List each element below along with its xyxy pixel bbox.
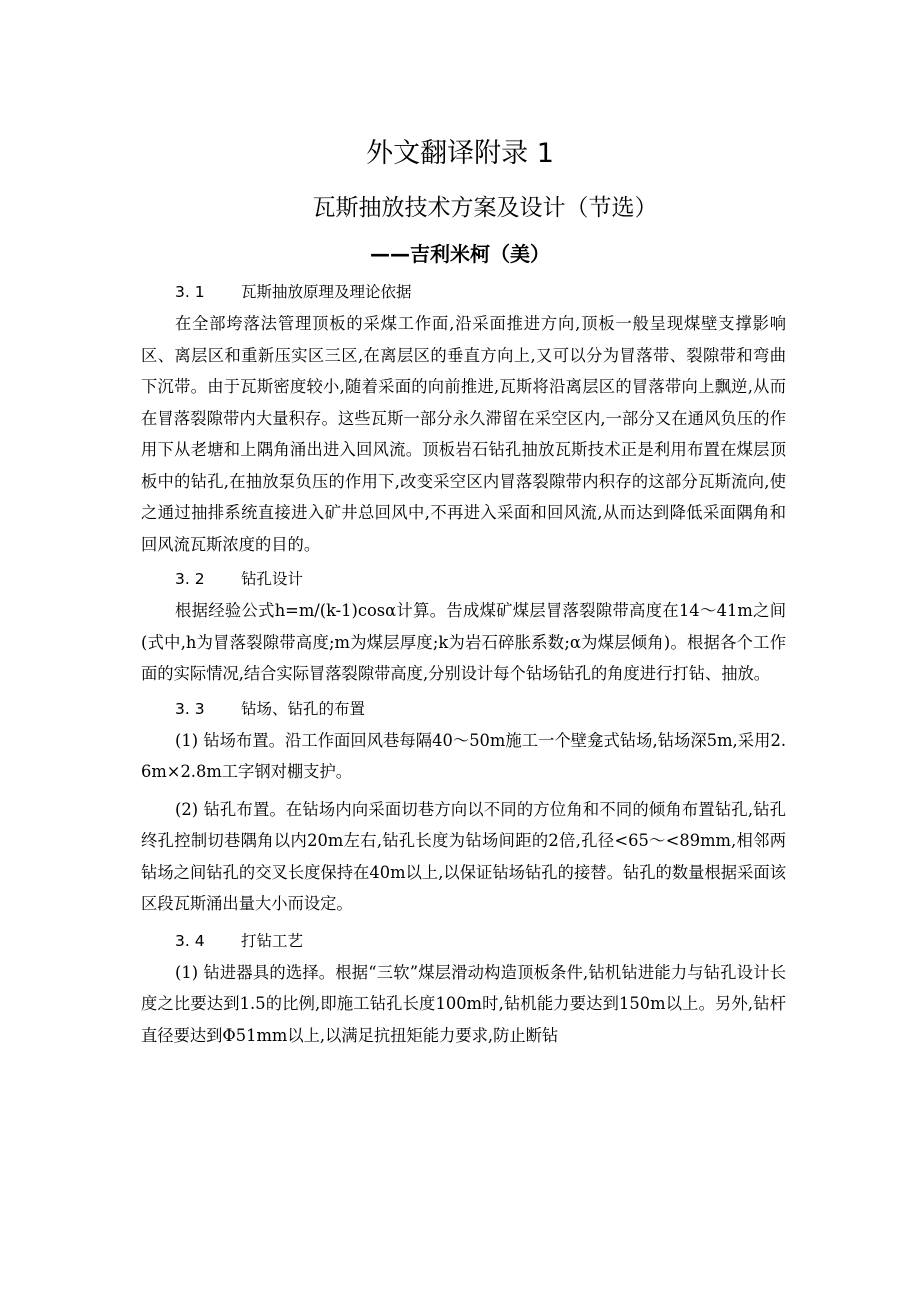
document-title: 外文翻译附录 1 <box>366 138 554 169</box>
section-number: 3. 2 <box>175 570 205 588</box>
document-body <box>141 277 786 1051</box>
section-heading <box>141 564 786 595</box>
paragraph: 根据经验公式h=m/(k-1)cosα计算。告成煤矿煤层冒落裂隙带高度在14～41m之间(式中,h为冒落裂隙带高度;m为煤层厚度;k为岩石碎胀系数;α为煤层倾角)。根据各个工作面的实际情况,结合实际冒落裂隙带高度,分别设计每个钻场钻孔的角度进行打钻、抽放。 <box>141 601 786 683</box>
section-number: 3. 4 <box>175 931 205 950</box>
section-title: 打钻工艺 <box>241 931 304 950</box>
paragraph: 在全部垮落法管理顶板的采煤工作面,沿采面推进方向,顶板一般呈现煤壁支撑影响区、离层区和重新压实区三区,在离层区的垂直方向上,又可以分为冒落带、裂隙带和弯曲下沉带。由于瓦斯密度较小,随着采面的向前推进,瓦斯将沿离层区的冒落带向上飘逆,从而在冒落裂隙带内大量积存。这些瓦斯一部分永久滞留在采空区内,一部分又在通风负压的作用下从老塘和上隅角涌出进入回风流。顶板岩石钻孔抽放瓦斯技术正是利用布置在煤层顶板中的钻孔,在抽放泵负压的作用下,改变采空区内冒落裂隙带内积存的这部分瓦斯流向,使之通过抽排系统直接进入矿井总回风中,不再进入采面和回风流,从而达到降低采面隅角和回风流瓦斯浓度的目的。 <box>141 314 786 554</box>
document-subtitle: 瓦斯抽放技术方案及设计（节选） <box>312 195 658 221</box>
section-3-2 <box>141 564 786 690</box>
section-3-4 <box>141 926 786 1052</box>
paragraph: (2) 钻孔布置。在钻场内向采面切巷方向以不同的方位角和不同的倾角布置钻孔,钻孔终孔控制切巷隅角以内20m左右,钻孔长度为钻场间距的2倍,孔径<65～<89mm,相邻两钻场之间钻孔的交叉长度保持在40m以上,以保证钻场钻孔的接替。钻孔的数量根据采面该区段瓦斯涌出量大小而设定。 <box>141 799 786 913</box>
section-title: 瓦斯抽放原理及理论依据 <box>241 283 412 301</box>
section-heading <box>141 926 786 957</box>
paragraph: (1) 钻进器具的选择。根据“三软”煤层滑动构造顶板条件,钻机钻进能力与钻孔设计长度之比要达到1.5的比例,即施工钻孔长度100m时,钻机能力要达到150m以上。另外,钻杆直径要达到Φ51mm以上,以满足抗扭矩能力要求,防止断钻 <box>141 962 786 1045</box>
section-number: 3. 3 <box>175 699 205 718</box>
section-3-3 <box>141 694 786 920</box>
section-heading <box>141 694 786 725</box>
section-number: 3. 1 <box>175 283 205 301</box>
paragraph: (1) 钻场布置。沿工作面回风巷每隔40～50m施工一个壁龛式钻场,钻场深5m,采用2.6m×2.8m工字钢对棚支护。 <box>141 730 786 781</box>
document-author: ——吉利米柯（美） <box>370 242 550 266</box>
section-3-1 <box>141 277 786 560</box>
section-heading <box>141 277 786 308</box>
section-title: 钻孔设计 <box>241 570 304 588</box>
section-title: 钻场、钻孔的布置 <box>241 699 366 718</box>
